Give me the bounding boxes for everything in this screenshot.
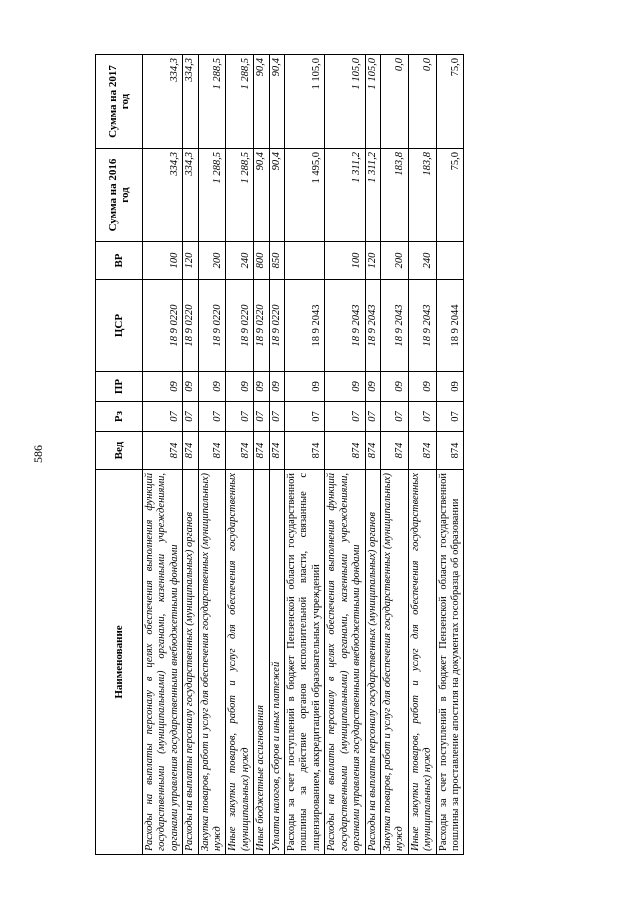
row-rz-cell: 07 [226,402,254,432]
row-vr-cell: 240 [408,242,436,280]
row-pr-cell: 09 [436,372,464,402]
row-name-cell: Иные бюджетные ассигнования [254,470,269,855]
row-sum-2017-cell: 1 105,0 [365,55,380,149]
row-ved-cell: 874 [254,432,269,470]
row-sum-2016-cell: 334,3 [143,149,183,242]
row-csr-cell: 18 9 0220 [226,280,254,372]
row-sum-2017-cell: 1 105,0 [325,55,365,149]
row-sum-2017-cell: 75,0 [436,55,464,149]
table-body [143,55,464,855]
row-pr-cell: 09 [198,372,226,402]
row-sum-2017-cell: 334,3 [143,55,183,149]
row-vr-cell [436,242,464,280]
header-sum-2016: Сумма на 2016 год [96,149,143,242]
row-rz-cell: 07 [183,402,198,432]
row-rz-cell: 07 [436,402,464,432]
table-row [269,55,284,855]
header-pr: ПР [96,372,143,402]
row-csr-cell: 18 9 2043 [285,280,325,372]
row-rz-cell: 07 [198,402,226,432]
row-sum-2017-cell: 0,0 [380,55,408,149]
row-name-cell: Расходы на выплаты персоналу государственных (муниципальных) органов [183,470,198,855]
row-name-cell: Уплата налогов, сборов и иных платежей [269,470,284,855]
row-vr-cell [285,242,325,280]
budget-table [95,54,464,855]
row-sum-2017-cell: 334,3 [183,55,198,149]
row-sum-2016-cell: 1 495,0 [285,149,325,242]
row-sum-2016-cell: 334,3 [183,149,198,242]
row-sum-2016-cell: 90,4 [254,149,269,242]
row-rz-cell: 07 [365,402,380,432]
header-rz: Рз [96,402,143,432]
header-sum-2017: Сумма на 2017 год [96,55,143,149]
page-number: 586 [31,445,45,463]
row-sum-2017-cell: 1 288,5 [226,55,254,149]
table-header-row [96,55,143,855]
row-vr-cell: 200 [380,242,408,280]
row-vr-cell: 120 [183,242,198,280]
row-pr-cell: 09 [325,372,365,402]
row-vr-cell: 800 [254,242,269,280]
row-name-cell: Иные закупки товаров, работ и услуг для обеспечения государственных (муниципальных) нужд [226,470,254,855]
row-name-cell: Расходы на выплаты персоналу государственных (муниципальных) органов [365,470,380,855]
row-vr-cell: 850 [269,242,284,280]
table-row [198,55,226,855]
row-ved-cell: 874 [226,432,254,470]
row-sum-2017-cell: 90,4 [269,55,284,149]
row-name-cell: Расходы за счет поступлений в бюджет Пензенской области государственной пошлины за проставление апостиля на документах гособразца об образовании [436,470,464,855]
row-rz-cell: 07 [380,402,408,432]
table-row [365,55,380,855]
row-csr-cell: 18 9 0220 [254,280,269,372]
table-row [436,55,464,855]
row-vr-cell: 240 [226,242,254,280]
header-vr: ВР [96,242,143,280]
row-rz-cell: 07 [285,402,325,432]
row-ved-cell: 874 [380,432,408,470]
row-name-cell: Закупка товаров, работ и услуг для обеспечения государственных (муниципальных) нужд [198,470,226,855]
row-csr-cell: 18 9 2043 [325,280,365,372]
row-sum-2017-cell: 1 105,0 [285,55,325,149]
header-name: Наименование [96,470,143,855]
row-rz-cell: 07 [143,402,183,432]
row-ved-cell: 874 [183,432,198,470]
row-pr-cell: 09 [285,372,325,402]
row-pr-cell: 09 [408,372,436,402]
table-row [226,55,254,855]
header-csr: ЦСР [96,280,143,372]
row-vr-cell: 200 [198,242,226,280]
row-pr-cell: 09 [226,372,254,402]
table-row [143,55,183,855]
row-rz-cell: 07 [254,402,269,432]
row-ved-cell: 874 [325,432,365,470]
row-sum-2016-cell: 1 311,2 [365,149,380,242]
row-ved-cell: 874 [143,432,183,470]
row-csr-cell: 18 9 0220 [183,280,198,372]
row-sum-2016-cell: 1 288,5 [226,149,254,242]
row-csr-cell: 18 9 2044 [436,280,464,372]
row-rz-cell: 07 [325,402,365,432]
row-rz-cell: 07 [269,402,284,432]
row-sum-2016-cell: 75,0 [436,149,464,242]
row-csr-cell: 18 9 0220 [143,280,183,372]
row-name-cell: Расходы за счет поступлений в бюджет Пензенской области государственной пошлины за действие органов исполнительной власти, связанные с лицензированием, аккредитацией образовательных учреждений [285,470,325,855]
row-ved-cell: 874 [436,432,464,470]
row-sum-2016-cell: 1 311,2 [325,149,365,242]
row-csr-cell: 18 9 2043 [408,280,436,372]
row-name-cell: Иные закупки товаров, работ и услуг для обеспечения государственных (муниципальных) нужд [408,470,436,855]
row-sum-2017-cell: 0,0 [408,55,436,149]
table-row [183,55,198,855]
row-sum-2016-cell: 1 288,5 [198,149,226,242]
row-sum-2016-cell: 90,4 [269,149,284,242]
row-vr-cell: 100 [325,242,365,280]
row-csr-cell: 18 9 2043 [380,280,408,372]
row-vr-cell: 120 [365,242,380,280]
row-name-cell: Расходы на выплаты персоналу в целях обеспечения выполнения функций государственными (муниципальными) органами, казенными учреждениями, органами управления государственными внебюджетными фондами [143,470,183,855]
row-ved-cell: 874 [408,432,436,470]
row-pr-cell: 09 [380,372,408,402]
table-row [380,55,408,855]
row-ved-cell: 874 [285,432,325,470]
row-vr-cell: 100 [143,242,183,280]
row-sum-2016-cell: 183,8 [380,149,408,242]
row-csr-cell: 18 9 0220 [269,280,284,372]
row-ved-cell: 874 [365,432,380,470]
row-sum-2017-cell: 1 288,5 [198,55,226,149]
header-ved: Вед [96,432,143,470]
table-row [325,55,365,855]
row-name-cell: Закупка товаров, работ и услуг для обеспечения государственных (муниципальных) нужд [380,470,408,855]
row-sum-2017-cell: 90,4 [254,55,269,149]
row-csr-cell: 18 9 0220 [198,280,226,372]
table-row [408,55,436,855]
row-pr-cell: 09 [254,372,269,402]
row-pr-cell: 09 [183,372,198,402]
row-pr-cell: 09 [269,372,284,402]
row-name-cell: Расходы на выплаты персоналу в целях обеспечения выполнения функций государственными (муниципальными) органами, казенными учреждениями, органами управления государственными внебюджетными фондами [325,470,365,855]
row-ved-cell: 874 [198,432,226,470]
table-row [254,55,269,855]
row-ved-cell: 874 [269,432,284,470]
row-rz-cell: 07 [408,402,436,432]
row-pr-cell: 09 [143,372,183,402]
row-sum-2016-cell: 183,8 [408,149,436,242]
rotated-table-container [95,55,635,855]
table-row [285,55,325,855]
row-pr-cell: 09 [365,372,380,402]
row-csr-cell: 18 9 2043 [365,280,380,372]
